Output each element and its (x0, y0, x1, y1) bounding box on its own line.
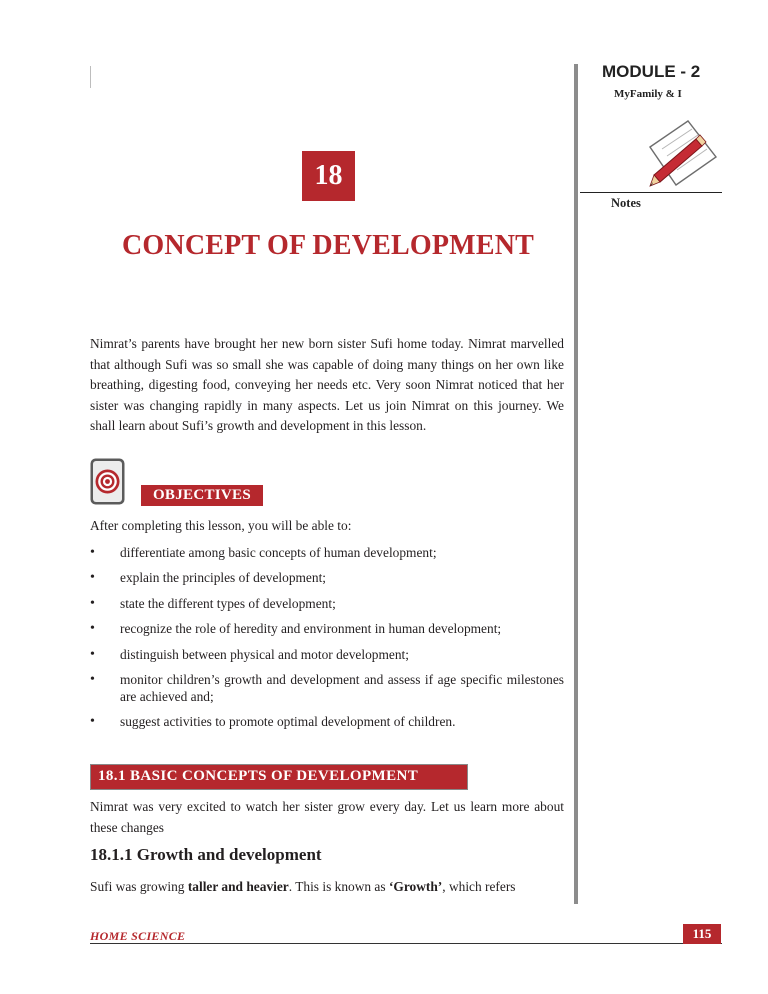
footer-subject: HOME SCIENCE (90, 929, 186, 943)
list-item: • distinguish between physical and motor development; (90, 646, 564, 663)
section-paragraph: Nimrat was very excited to watch her sister grow every day. Let us learn more about these changes (90, 799, 564, 835)
margin-tick (90, 66, 91, 88)
notepad-pencil-icon (640, 115, 720, 195)
notes-divider (580, 192, 722, 193)
body-text: , which refers (442, 879, 516, 894)
page-number: 115 (683, 924, 721, 944)
list-item: • monitor children’s growth and development and assess if age specific milestones are achieved and; (90, 671, 564, 705)
chapter-title: CONCEPT OF DEVELOPMENT (122, 230, 534, 261)
body-line (90, 877, 564, 897)
objectives-intro: After completing this lesson, you will be able to: (90, 518, 352, 533)
list-item: • differentiate among basic concepts of human development; (90, 544, 564, 561)
subsection-heading: 18.1.1 Growth and development (90, 845, 322, 864)
body-bold-text: taller and heavier (187, 879, 289, 894)
module-subtitle: MyFamily & I (614, 88, 682, 100)
notes-label: Notes (611, 196, 641, 210)
list-item: • explain the principles of development; (90, 569, 564, 586)
intro-paragraph: Nimrat’s parents have brought her new born sister Sufi home today. Nimrat marvelled that although Sufi was so small she was capable of doing many things on her own like breathing, digesting food, conveying her needs etc. Very soon Nimrat noticed that her sister was changing rapidly in many aspects. Let us join Nimrat on this journey. We shall learn about Sufi’s growth and development in this lesson. (90, 336, 564, 433)
section-heading: 18.1 BASIC CONCEPTS OF DEVELOPMENT (98, 768, 419, 784)
module-title: MODULE - 2 (602, 62, 701, 81)
body-bold-text: ‘Growth’ (388, 879, 443, 894)
target-icon (90, 458, 125, 505)
chapter-number: 18 (302, 151, 355, 201)
objectives-badge: OBJECTIVES (141, 485, 263, 506)
objectives-list (90, 544, 564, 739)
body-text: . This is known as (288, 879, 389, 894)
footer-rule (90, 943, 722, 944)
body-text: Sufi was growing (90, 879, 188, 894)
margin-divider (574, 64, 578, 904)
list-item: • state the different types of development; (90, 595, 564, 612)
list-item: • suggest activities to promote optimal development of children. (90, 713, 564, 730)
list-item: • recognize the role of heredity and environment in human development; (90, 620, 564, 637)
